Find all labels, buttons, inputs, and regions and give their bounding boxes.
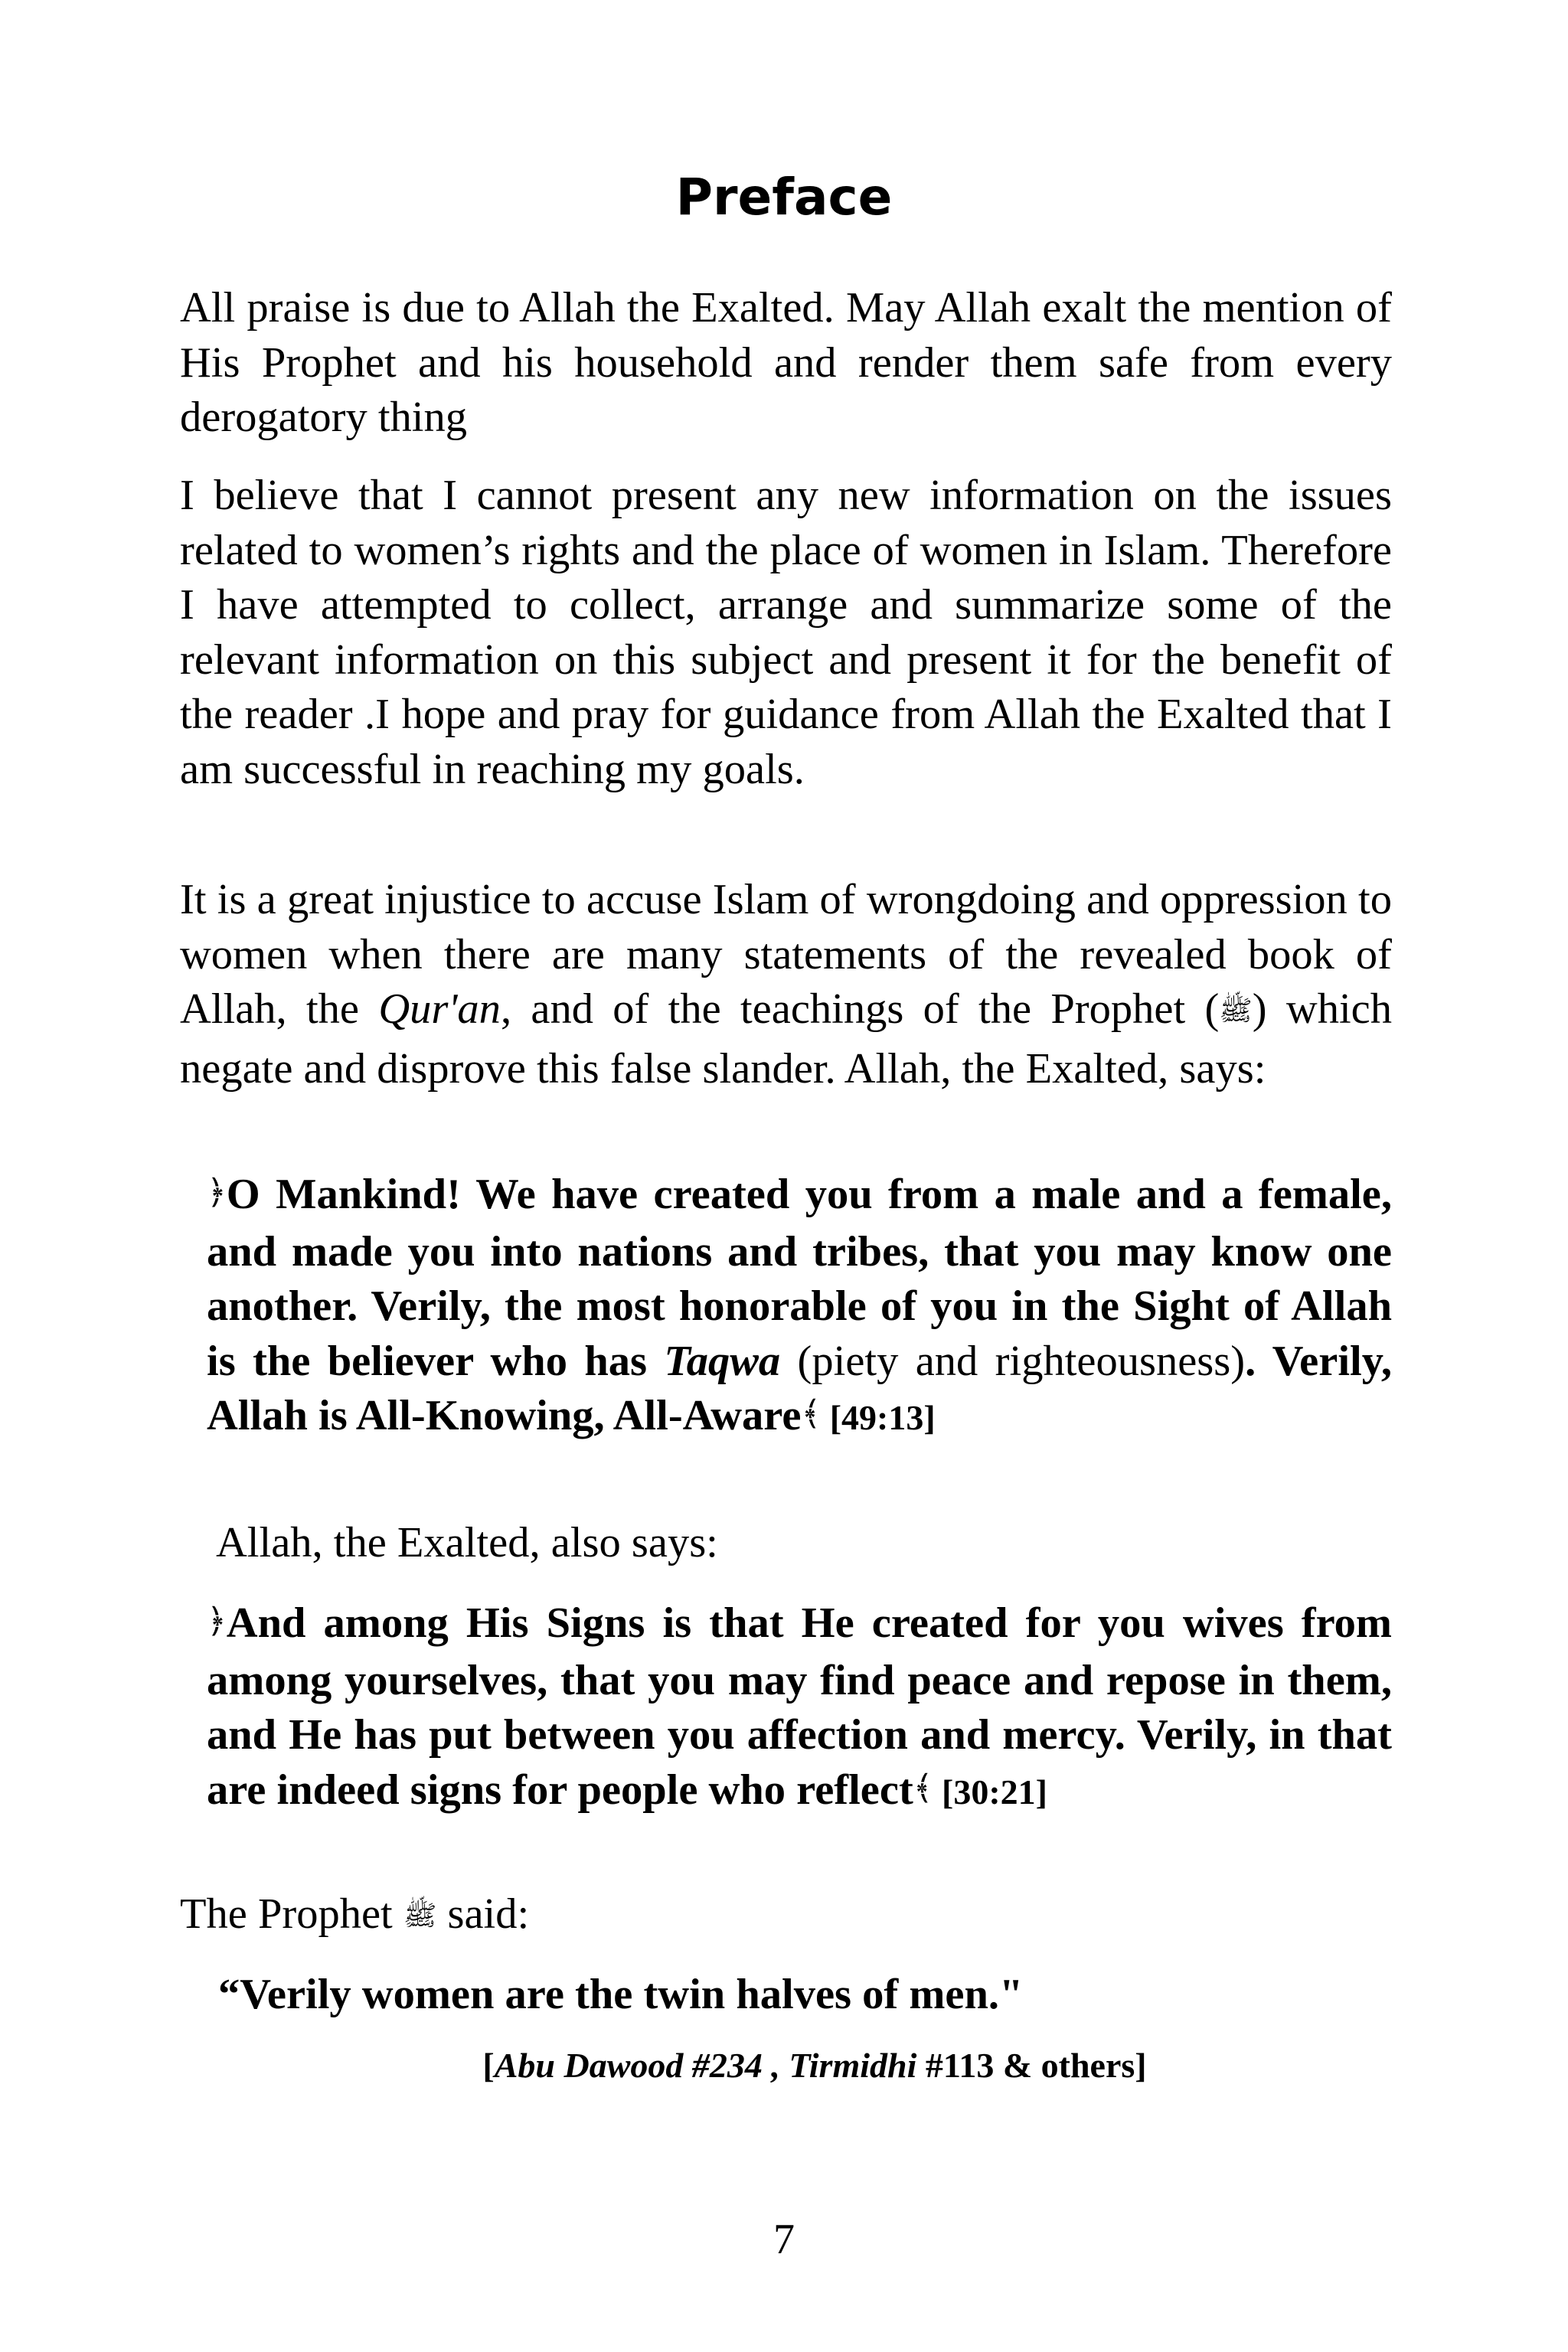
verse-open-bracket: ﴿: [207, 1602, 227, 1640]
verse-49-13: [207, 1168, 1392, 1446]
prophet-said-intro: [180, 1887, 529, 1947]
citation-open: [: [482, 2046, 495, 2085]
verse-intro: Allah, the Exalted, also says:: [216, 1519, 718, 1566]
verse-close-bracket: ﴾: [801, 1395, 822, 1432]
paragraph-injustice-part-c: ) which negate and disprove this false slander. Allah, the Exalted, says:: [180, 985, 1392, 1093]
verse-reference: [30:21]: [933, 1772, 1048, 1811]
verse-close-bracket: ﴾: [913, 1769, 933, 1807]
citation-rest: #113 & others]: [925, 2046, 1147, 2085]
hadith-quote: “Verily women are the twin halves of men.": [218, 1971, 1024, 2018]
pbuh-symbol: ﷺ: [403, 1900, 437, 1932]
taqwa-word: Taqwa: [664, 1337, 781, 1385]
page-title: Preface: [675, 168, 893, 227]
paragraph-injustice: [180, 873, 1392, 1096]
verse-text-b: (piety and righteousness): [780, 1337, 1246, 1385]
hadith-citation: [0, 2043, 1568, 2089]
quran-word: Qur'an: [378, 985, 501, 1033]
paragraph-intent: I believe that I cannot present any new information on the issues related to women’s rights and the place of women in Islam. Therefore I have attempted to collect, arrange and summarize some of the relevant information on this subject and present it for the benefit of the reader .I hope and pray for guidance from Allah the Exalted that I am successful in reaching my goals.: [180, 472, 1392, 793]
verse-text: And among His Signs is that He created for you wives from among yourselves, that you may find peace and repose in them, and He has put between you affection and mercy. Verily, in that are indeed signs for people who reflect: [207, 1599, 1392, 1814]
verse-reference: [49:13]: [821, 1398, 936, 1437]
paragraph-injustice-part-a: It is a great injustice to accuse Islam of wrongdoing and oppression to women when there are many statements of the revealed book of Allah, the: [180, 876, 1392, 1033]
verse-open-bracket: ﴿: [207, 1174, 227, 1211]
paragraph-injustice-part-b: , and of the teachings of the Prophet (: [500, 985, 1220, 1033]
verse-text-a: O Mankind! We have created you from a male and a female, and made you into nations and tribes, that you may know one another. Verily, the most honorable of you in the Sight of Allah is the believer who has: [207, 1171, 1392, 1385]
verse-text-c: . Verily, Allah is All-Knowing, All-Aware: [207, 1337, 1392, 1439]
prophet-said-a: The Prophet: [180, 1890, 403, 1938]
citation-sources: Abu Dawood #234 , Tirmidhi: [494, 2046, 926, 2085]
paragraph-praise: All praise is due to Allah the Exalted. May Allah exalt the mention of His Prophet and his household and render them safe from every derogatory thing: [180, 284, 1392, 441]
verse-30-21: [207, 1596, 1392, 1820]
prophet-said-b: said:: [436, 1890, 530, 1938]
pbuh-symbol: ﷺ: [1219, 995, 1253, 1027]
page-number: 7: [773, 2216, 795, 2263]
